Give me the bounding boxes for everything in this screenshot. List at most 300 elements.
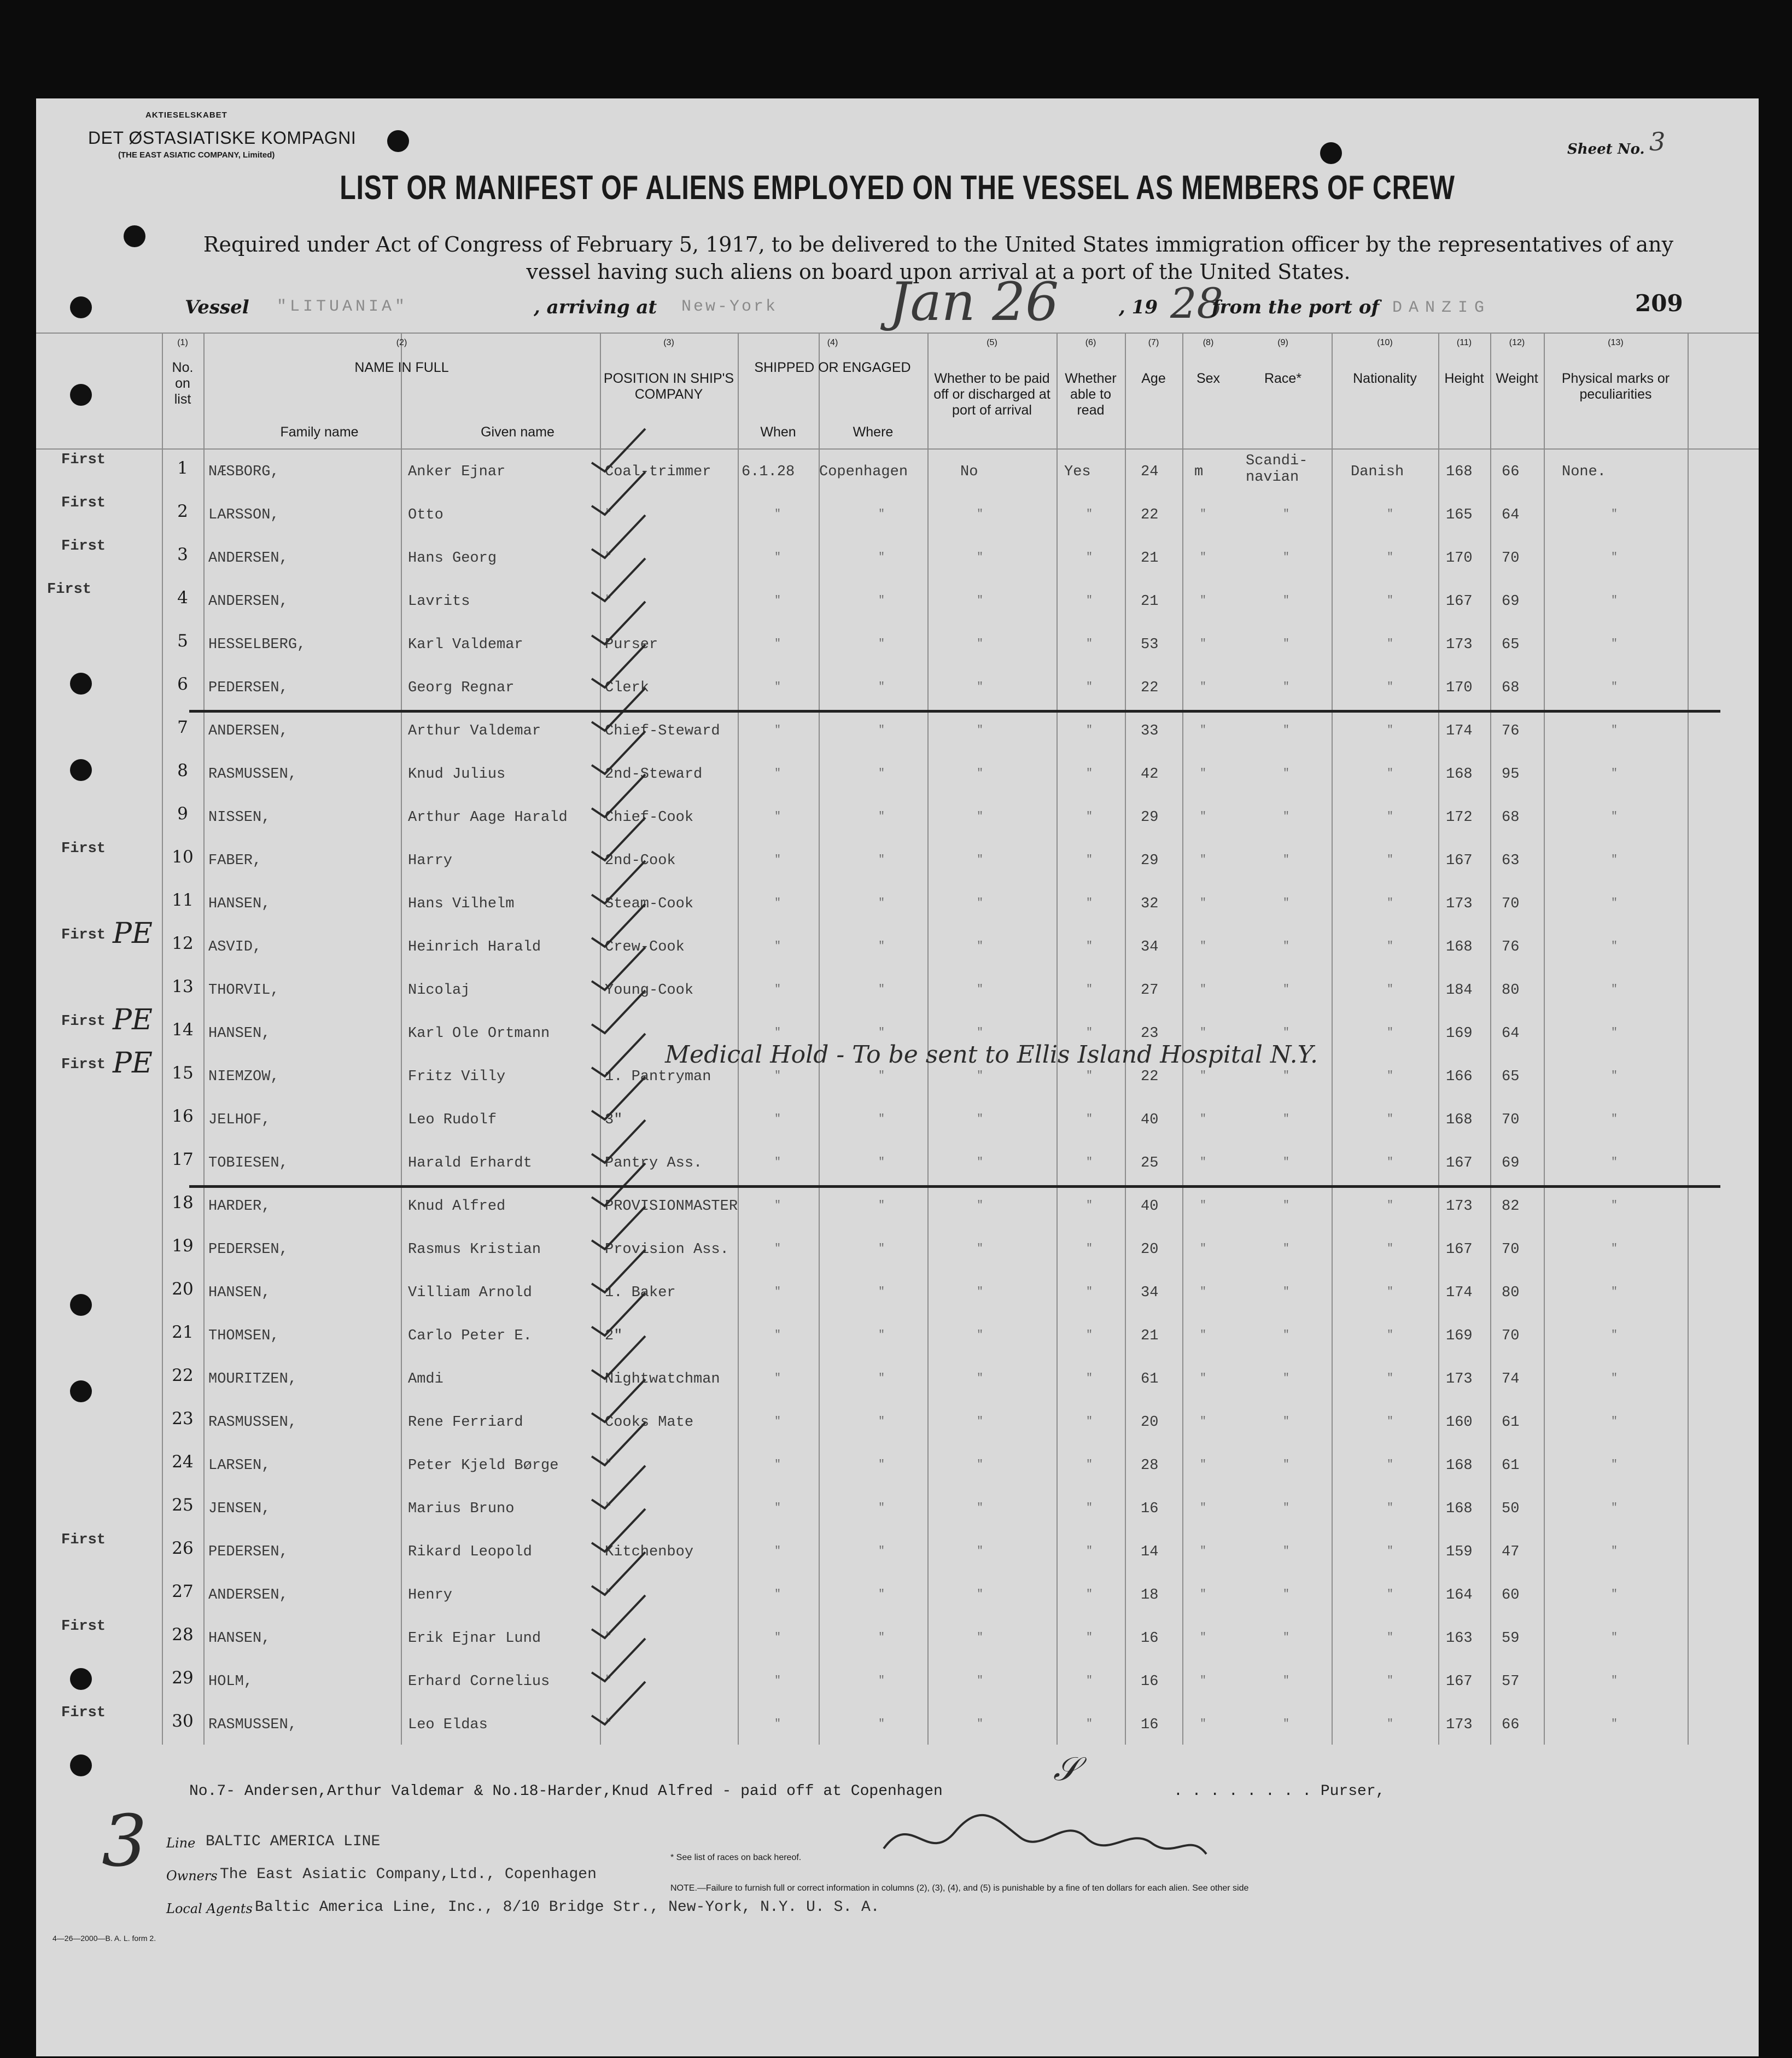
ditto-mark: " [1200,594,1207,607]
column-number: (2) [396,338,407,347]
cell-position: Chief-Steward [605,723,720,739]
ditto-mark: " [878,594,885,607]
ditto-mark: " [977,1329,984,1342]
cell-age: 40 [1141,1112,1159,1128]
ditto-mark: " [1611,638,1618,650]
row-number: 27 [172,1582,194,1601]
ditto-mark: " [774,897,781,910]
check-mark [588,729,649,778]
cell-age: 23 [1141,1025,1159,1042]
column-number: (11) [1456,338,1472,347]
cell-position: 1. Baker [605,1285,676,1301]
check-mark [588,1291,649,1340]
cell-given: Harry [408,853,453,869]
ditto-mark: " [878,1070,885,1082]
cell-weight: 57 [1502,1674,1520,1690]
ditto-mark: " [1283,1675,1290,1687]
column-subheader: Family name [280,424,359,440]
cell-height: 167 [1446,1674,1473,1690]
cell-given: Arthur Valdemar [408,723,541,739]
ditto-mark: " [1283,551,1290,564]
first-class-mark: First [47,581,92,598]
ditto-mark: " [977,638,984,650]
column-number: (9) [1277,338,1288,347]
form-number: 4—26—2000—B. A. L. form 2. [52,1934,156,1943]
row-number: 16 [172,1106,194,1126]
ditto-mark: " [1387,724,1394,737]
cell-age: 21 [1141,593,1159,610]
cell-height: 167 [1446,1241,1473,1258]
cell-height: 168 [1446,464,1473,480]
ditto-mark: " [1283,1027,1290,1039]
ditto-mark: " [1611,897,1618,910]
ditto-mark: " [774,1199,781,1212]
ditto-mark: " [774,767,781,780]
cell-family: MOURITZEN, [208,1371,297,1387]
column-rule [1182,333,1183,1745]
ditto-mark: " [1086,1243,1093,1255]
cell-family: NIEMZOW, [208,1069,279,1085]
row-number: 8 [177,761,188,780]
cell-weight: 66 [1502,1717,1520,1733]
cell-weight: 70 [1502,1112,1520,1128]
ditto-mark: " [1387,1372,1394,1385]
cell-weight: 61 [1502,1414,1520,1431]
cell-family: HESSELBERG, [208,637,306,653]
cell-given: Georg Regnar [408,680,515,696]
ditto-mark: " [977,983,984,996]
ditto-mark: " [977,1415,984,1428]
ditto-mark: " [1611,724,1618,737]
ditto-mark: " [1200,508,1207,521]
ditto-mark: " [774,1070,781,1082]
cell-given: Villiam Arnold [408,1285,532,1301]
line-label: Line [166,1835,196,1851]
cell-age: 22 [1141,1069,1159,1085]
column-rule [162,333,163,1745]
cell-weight: 61 [1502,1457,1520,1474]
row-number: 4 [177,588,188,608]
check-mark [588,988,649,1037]
cell-age: 16 [1141,1674,1159,1690]
ditto-mark: " [1387,1156,1394,1169]
agents-value: Baltic America Line, Inc., 8/10 Bridge Str., New-York, N.Y. U. S. A. [255,1899,880,1916]
check-mark [588,815,649,865]
ditto-mark: " [878,1286,885,1298]
manifest-sheet [36,98,1759,2056]
column-rule [927,333,929,1745]
ditto-mark: " [774,983,781,996]
ditto-mark: " [774,1675,781,1687]
ditto-mark: " [1387,1718,1394,1730]
owners-value: The East Asiatic Company,Ltd., Copenhagen [220,1866,597,1883]
ditto-mark: " [878,724,885,737]
cell-given: Marius Bruno [408,1501,515,1517]
ditto-mark: " [1086,638,1093,650]
cell-height: 172 [1446,809,1473,826]
ditto-mark: " [1387,1113,1394,1126]
cell-height: 164 [1446,1587,1473,1604]
ditto-mark: " [977,551,984,564]
cell-weight: 74 [1502,1371,1520,1387]
column-number: (7) [1148,338,1159,347]
ditto-mark: " [774,940,781,953]
cell-weight: 66 [1502,464,1520,480]
cell-when: 6.1.28 [742,464,795,480]
check-mark [588,902,649,951]
cell-position: Nightwatchman [605,1371,720,1387]
ditto-mark: " [1611,1113,1618,1126]
column-header: Nationality [1353,371,1417,386]
ditto-mark: " [977,1675,984,1687]
cell-given: Karl Valdemar [408,637,523,653]
cell-height: 170 [1446,680,1473,696]
ditto-mark: " [1200,1459,1207,1471]
row-number: 23 [172,1409,194,1429]
ditto-mark: " [774,724,781,737]
check-mark [588,1550,649,1599]
cell-weight: 70 [1502,550,1520,567]
ditto-mark: " [1086,897,1093,910]
ditto-mark: " [1283,897,1290,910]
ditto-mark: " [1200,551,1207,564]
cell-height: 173 [1446,896,1473,912]
ditto-mark: " [878,983,885,996]
cell-weight: 50 [1502,1501,1520,1517]
ditto-mark: " [1200,1243,1207,1255]
manifest-table [36,333,1759,1919]
cell-height: 160 [1446,1414,1473,1431]
check-mark [588,1377,649,1426]
ditto-mark: " [1086,551,1093,564]
strike-through [189,1185,1720,1188]
ditto-mark: " [1086,1588,1093,1601]
ditto-mark: " [1283,508,1290,521]
row-number: 15 [172,1063,194,1083]
ditto-mark: " [1283,594,1290,607]
first-class-mark: First [61,841,106,857]
punch-hole [1320,142,1342,164]
column-rule [1056,333,1058,1745]
ditto-mark: " [1086,1631,1093,1644]
ditto-mark: " [1387,1675,1394,1687]
cell-age: 18 [1141,1587,1159,1604]
ditto-mark: " [1611,1459,1618,1471]
ditto-mark: " [977,767,984,780]
ditto-mark: " [878,551,885,564]
cell-race: Scandi-navian [1246,453,1308,486]
cell-age: 16 [1141,1717,1159,1733]
column-number: (1) [177,338,188,347]
ditto-mark: " [1283,1329,1290,1342]
ditto-mark: " [1283,1286,1290,1298]
ditto-mark: " [878,940,885,953]
ditto-mark: " [1086,1675,1093,1687]
cell-height: 169 [1446,1025,1473,1042]
cell-age: 29 [1141,809,1159,826]
cell-nat: Danish [1351,464,1404,480]
cell-position: Steam-Cook [605,896,694,912]
ditto-mark: " [1611,1199,1618,1212]
cell-age: 16 [1141,1501,1159,1517]
ditto-mark: " [1387,811,1394,823]
row-number: 18 [172,1193,194,1212]
cell-position: Purser [605,637,658,653]
page-subtitle: Required under Act of Congress of February 5, 1917, to be delivered to the United States immigration officer by the representatives of any vessel having such aliens on board upon arrival at a port of the United States. [203,232,1674,284]
ditto-mark: " [1283,1588,1290,1601]
ditto-mark: " [1283,1156,1290,1169]
column-header: Physical marks or peculiarities [1561,371,1670,402]
cell-age: 28 [1141,1457,1159,1474]
cell-height: 184 [1446,982,1473,999]
check-mark [588,1636,649,1686]
pe-mark: PE [113,1004,153,1036]
ditto-mark: " [1283,1631,1290,1644]
cell-age: 16 [1141,1630,1159,1647]
column-header: NAME IN FULL [354,360,449,375]
ditto-mark: " [1086,508,1093,521]
penalty-note: NOTE.—Failure to furnish full or correct information in columns (2), (3), (4), and (5) is punishable by a fine of ten dollars for each alien. See other side [670,1884,1249,1893]
cell-height: 168 [1446,1457,1473,1474]
ditto-mark: " [878,854,885,866]
ditto-mark: " [774,1156,781,1169]
ditto-mark: " [1086,854,1093,866]
row-number: 25 [172,1495,194,1515]
column-header: Whether to be paid off or discharged at port of arrival [933,371,1050,418]
column-subheader: Given name [481,424,554,440]
ditto-mark: " [1200,940,1207,953]
ditto-mark: " [774,1545,781,1558]
column-subheader: When [760,424,796,440]
ditto-mark: " [774,1243,781,1255]
ditto-mark: " [1387,1502,1394,1514]
ditto-mark: " [977,1199,984,1212]
year-label: , 19 [1119,296,1158,318]
cell-age: 20 [1141,1414,1159,1431]
ditto-mark: " [1611,1502,1618,1514]
ditto-mark: " [1283,1415,1290,1428]
medical-hold-note: Medical Hold - To be sent to Ellis Island Hospital N.Y. [665,1041,1318,1069]
ditto-mark: " [774,638,781,650]
ditto-mark: " [878,1243,885,1255]
ditto-mark: " [1200,1372,1207,1385]
ditto-mark: " [878,638,885,650]
ditto-mark: " [1611,854,1618,866]
cell-position: " [605,1717,612,1730]
row-number: 1 [177,458,188,478]
ditto-mark: " [1387,1545,1394,1558]
cell-given: Amdi [408,1371,443,1387]
races-note: * See list of races on back hereof. [670,1853,802,1862]
check-mark [588,599,649,649]
row-number: 20 [172,1279,194,1299]
ditto-mark: " [1086,1502,1093,1514]
ditto-mark: " [1387,1199,1394,1212]
ditto-mark: " [774,1631,781,1644]
ditto-mark: " [1283,1113,1290,1126]
ditto-mark: " [878,1631,885,1644]
cell-paid: No [960,464,978,480]
cell-position: " [605,550,612,564]
check-mark [588,643,649,692]
ditto-mark: " [1611,1675,1618,1687]
cell-where: Copenhagen [819,464,908,480]
ditto-mark: " [1283,1243,1290,1255]
cell-family: LARSEN, [208,1457,271,1474]
company-name: DET ØSTASIATISKE KOMPAGNI [88,128,357,148]
cell-read: Yes [1064,464,1091,480]
cell-family: HANSEN, [208,896,271,912]
cell-age: 34 [1141,1285,1159,1301]
ditto-mark: " [1086,1113,1093,1126]
company-prefix: AKTIESELSKABET [145,110,227,120]
row-number: 14 [172,1020,194,1040]
cell-given: Fritz Villy [408,1069,506,1085]
ditto-mark: " [1086,1718,1093,1730]
ditto-mark: " [977,1631,984,1644]
row-number: 17 [172,1150,194,1169]
ditto-mark: " [878,508,885,521]
cell-weight: 64 [1502,507,1520,523]
ditto-mark: " [977,1243,984,1255]
column-header: Race* [1264,371,1302,386]
cell-height: 159 [1446,1544,1473,1560]
check-mark [588,556,649,605]
column-number: (5) [987,338,997,347]
ditto-mark: " [1086,594,1093,607]
ditto-mark: " [1200,1545,1207,1558]
cell-marks: None. [1562,464,1607,480]
arrival-date: Jan 26 [889,271,1059,333]
cell-given: Nicolaj [408,982,470,999]
cell-weight: 69 [1502,593,1520,610]
cell-height: 168 [1446,939,1473,955]
cell-given: Henry [408,1587,453,1604]
first-class-mark: First [61,927,106,943]
row-number: 29 [172,1668,194,1688]
row-number: 21 [172,1322,194,1342]
ditto-mark: " [977,724,984,737]
ditto-mark: " [1200,724,1207,737]
ditto-mark: " [1387,854,1394,866]
ditto-mark: " [1387,1588,1394,1601]
first-class-mark: First [61,1013,106,1030]
ditto-mark: " [977,940,984,953]
ditto-mark: " [774,1329,781,1342]
cell-given: Leo Rudolf [408,1112,497,1128]
cell-family: ANDERSEN, [208,723,288,739]
ditto-mark: " [1283,1070,1290,1082]
purser-line: . . . . . . . . Purser, [1174,1783,1385,1800]
cell-position: 3" [605,1112,623,1128]
row-number: 30 [172,1711,194,1731]
vessel-name: "LITUANIA" [277,298,408,316]
cell-weight: 60 [1502,1587,1520,1604]
column-rule [401,333,402,1745]
cell-weight: 68 [1502,809,1520,826]
cell-family: PEDERSEN, [208,1241,288,1258]
ditto-mark: " [1200,897,1207,910]
ditto-mark: " [1611,681,1618,693]
cell-sex: m [1194,464,1204,480]
ditto-mark: " [1200,1415,1207,1428]
ditto-mark: " [977,1459,984,1471]
ditto-mark: " [878,1199,885,1212]
cell-age: 34 [1141,939,1159,955]
cell-weight: 70 [1502,1328,1520,1344]
check-mark [588,859,649,908]
cell-height: 166 [1446,1069,1473,1085]
cell-position: Clerk [605,680,650,696]
cell-position: Coal-trimmer [605,464,711,480]
ditto-mark: " [977,1286,984,1298]
ditto-mark: " [1387,1459,1394,1471]
column-rule [1332,333,1333,1745]
ditto-mark: " [1387,1286,1394,1298]
row-number: 5 [177,631,188,651]
arriving-label: , arriving at [534,296,657,318]
first-class-mark: First [61,1532,106,1548]
row-number: 22 [172,1366,194,1385]
column-rule [1688,333,1689,1745]
ditto-mark: " [1611,940,1618,953]
cell-family: JELHOF, [208,1112,271,1128]
column-number: (8) [1203,338,1214,347]
ditto-mark: " [1611,1286,1618,1298]
margin-number: 3 [102,1799,147,1882]
ditto-mark: " [1200,1329,1207,1342]
ditto-mark: " [1611,1718,1618,1730]
cell-height: 173 [1446,637,1473,653]
ditto-mark: " [1387,551,1394,564]
pe-mark: PE [113,917,153,950]
check-mark [588,772,649,821]
sheet-number-label: Sheet No. [1567,141,1645,158]
ditto-mark: " [1387,594,1394,607]
cell-given: Arthur Aage Harald [408,809,568,826]
ditto-mark: " [1086,1070,1093,1082]
column-header: POSITION IN SHIP'S COMPANY [603,371,734,402]
stamp-number: 209 [1635,290,1683,317]
cell-given: Karl Ole Ortmann [408,1025,550,1042]
first-class-mark: First [61,1705,106,1721]
cell-family: HANSEN, [208,1025,271,1042]
ditto-mark: " [1086,1372,1093,1385]
ditto-mark: " [1283,983,1290,996]
cell-given: Knud Alfred [408,1198,506,1215]
ditto-mark: " [1086,1027,1093,1039]
cell-given: Rasmus Kristian [408,1241,541,1258]
cell-family: ASVID, [208,939,262,955]
ditto-mark: " [977,681,984,693]
ditto-mark: " [1283,1199,1290,1212]
ditto-mark: " [1200,1027,1207,1039]
ditto-mark: " [878,1027,885,1039]
cell-family: ANDERSEN, [208,593,288,610]
cell-position: Kitchenboy [605,1544,694,1560]
cell-given: Hans Georg [408,550,497,567]
cell-position: 1. Pantryman [605,1069,711,1085]
ditto-mark: " [1611,594,1618,607]
cell-family: ANDERSEN, [208,550,288,567]
column-number: (4) [827,338,838,347]
cell-weight: 80 [1502,1285,1520,1301]
check-mark [588,427,649,476]
cell-age: 53 [1141,637,1159,653]
ditto-mark: " [977,1070,984,1082]
cell-family: NÆSBORG, [208,464,279,480]
cell-given: Leo Eldas [408,1717,488,1733]
